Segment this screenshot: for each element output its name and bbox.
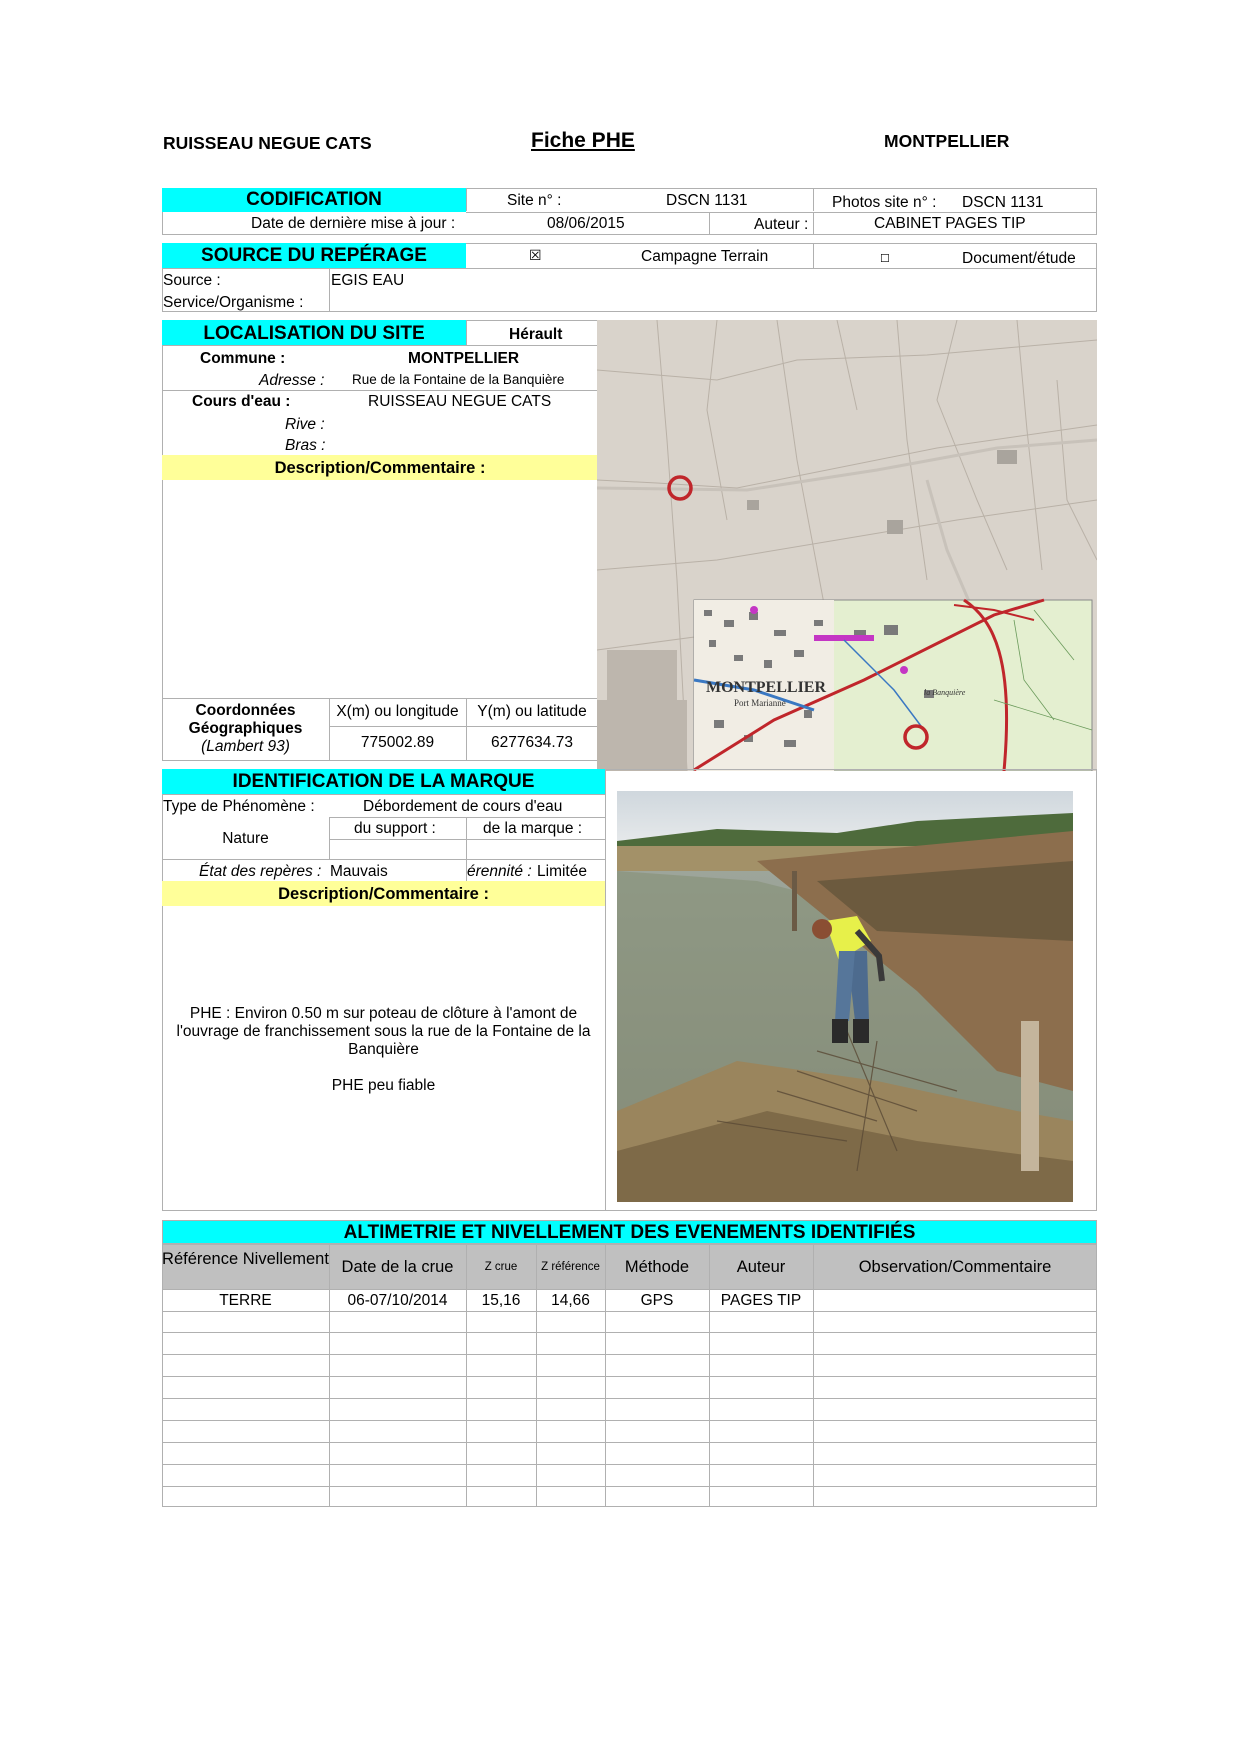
inset-city-label: MONTPELLIER	[706, 679, 827, 696]
commune-value: MONTPELLIER	[408, 350, 520, 367]
page-title: Fiche PHE	[531, 129, 635, 152]
loc-desc-title: Description/Commentaire :	[274, 459, 486, 477]
site-value: DSCN 1131	[666, 192, 748, 209]
auteur-label: Auteur :	[754, 216, 809, 233]
row0-reference: TERRE	[219, 1292, 272, 1309]
commune-label: Commune :	[200, 350, 286, 367]
photos-label: Photos site n° :	[832, 194, 937, 211]
type-label: Type de Phénomène :	[163, 798, 315, 815]
header-right: MONTPELLIER	[884, 131, 1010, 151]
rive-label: Rive :	[285, 416, 325, 433]
source-title: SOURCE DU REPÉRAGE	[201, 245, 427, 266]
col-zcrue: Z crue	[484, 1261, 518, 1273]
source-value: EGIS EAU	[331, 272, 405, 289]
site-label: Site n° :	[507, 192, 562, 209]
service-label: Service/Organisme :	[163, 294, 304, 311]
col-date: Date de la crue	[341, 1258, 454, 1276]
site-map	[597, 320, 1097, 771]
type-value: Débordement de cours d'eau	[363, 798, 563, 815]
altimetrie-title: ALTIMETRIE ET NIVELLEMENT DES EVENEMENTS IDENTIFIÉS	[343, 1222, 916, 1243]
etat-value: Mauvais	[330, 863, 388, 880]
auteur-value: CABINET PAGES TIP	[874, 215, 1026, 232]
desc-line-4: PHE peu fiable	[331, 1077, 436, 1094]
cours-value: RUISSEAU NEGUE CATS	[368, 393, 552, 410]
document-checkbox[interactable]: ☐	[880, 253, 890, 265]
x-label: X(m) ou longitude	[336, 703, 459, 720]
row0-methode: GPS	[640, 1292, 674, 1309]
y-label: Y(m) ou latitude	[477, 703, 587, 720]
row0-zref: 14,66	[551, 1292, 590, 1309]
document-label: Document/étude	[962, 250, 1076, 267]
row0-zcrue: 15,16	[481, 1292, 521, 1309]
date-label: Date de dernière mise à jour :	[251, 215, 456, 232]
desc-line-1: PHE : Environ 0.50 m sur poteau de clôture à l'amont de	[189, 1005, 578, 1022]
inset-banquiere-label: la Banquière	[924, 688, 966, 697]
support-label: du support :	[354, 820, 436, 837]
perennite-value: Limitée	[537, 863, 587, 880]
col-observation: Observation/Commentaire	[858, 1258, 1052, 1276]
coord-label-1: Coordonnées	[195, 702, 296, 719]
perennite-label: érennité :	[467, 863, 532, 880]
coord-label-3: (Lambert 93)	[201, 738, 290, 755]
x-value: 775002.89	[360, 734, 435, 751]
nature-label: Nature	[222, 830, 269, 847]
cours-label: Cours d'eau :	[192, 393, 291, 410]
localisation-title: LOCALISATION DU SITE	[203, 323, 425, 344]
desc-line-3: Banquière	[348, 1041, 419, 1058]
campagne-checkbox[interactable]: ☒	[529, 247, 542, 263]
row0-auteur: PAGES TIP	[720, 1292, 802, 1309]
etat-label: État des repères :	[199, 863, 322, 880]
site-photo	[617, 791, 1073, 1202]
source-label: Source :	[163, 272, 221, 289]
header-left: RUISSEAU NEGUE CATS	[163, 133, 372, 153]
y-value: 6277634.73	[491, 734, 573, 751]
campagne-label: Campagne Terrain	[641, 248, 769, 265]
bras-label: Bras :	[285, 437, 326, 454]
departement: Hérault	[509, 326, 563, 343]
col-zref: Z référence	[541, 1261, 600, 1273]
col-reference: Référence Nivellement	[162, 1250, 329, 1268]
codification-title: CODIFICATION	[246, 189, 382, 210]
adresse-label: Adresse :	[259, 372, 325, 389]
photos-value: DSCN 1131	[962, 194, 1044, 211]
inset-sub-label: Port Marianne	[734, 698, 786, 708]
adresse-value: Rue de la Fontaine de la Banquière	[352, 372, 565, 387]
id-desc-title: Description/Commentaire :	[278, 885, 489, 903]
col-auteur: Auteur	[736, 1258, 786, 1276]
identification-title: IDENTIFICATION DE LA MARQUE	[232, 771, 535, 792]
date-value: 08/06/2015	[547, 215, 625, 232]
row0-date: 06-07/10/2014	[347, 1292, 448, 1309]
marque-label: de la marque :	[483, 820, 583, 837]
desc-line-2: l'ouvrage de franchissement sous la rue de la Fontaine de la	[176, 1023, 591, 1040]
coord-label-2: Géographiques	[188, 720, 303, 737]
col-methode: Méthode	[624, 1258, 690, 1276]
